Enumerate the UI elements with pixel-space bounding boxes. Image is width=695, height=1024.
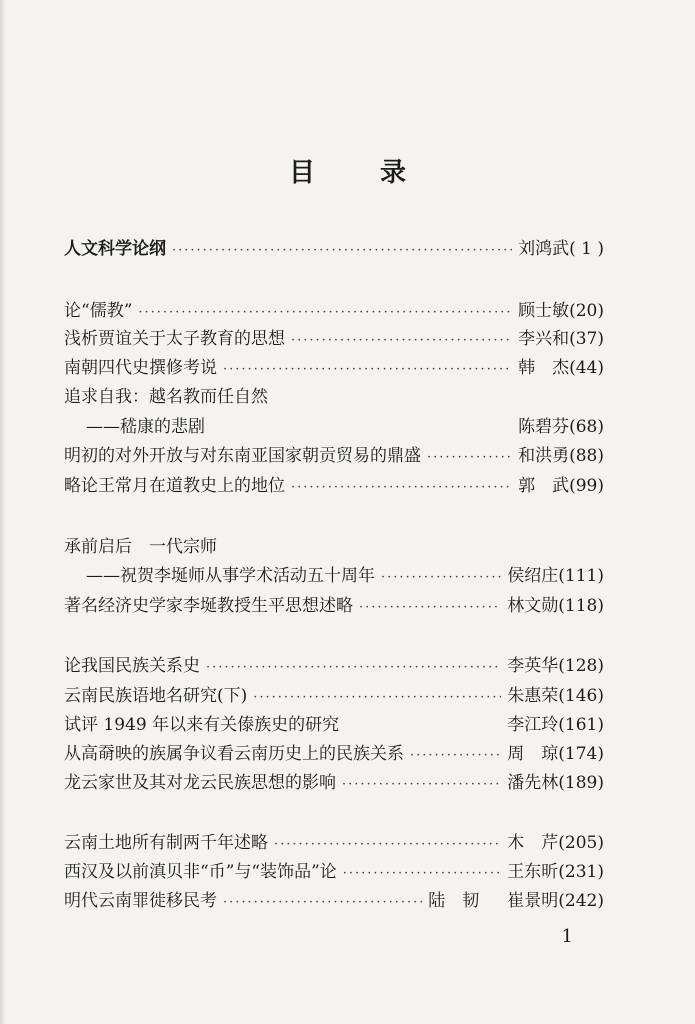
toc-entry xyxy=(64,683,604,709)
entry-page: (44) xyxy=(569,358,604,378)
entry-page: ( 1 ) xyxy=(569,239,604,259)
entry-page: (189) xyxy=(558,773,604,793)
entry-title: 云南民族语地名研究(下) xyxy=(64,686,248,706)
leader-dots xyxy=(291,328,512,354)
entry-author: 韩 杰 xyxy=(518,358,570,378)
entry-title: 论“儒教” xyxy=(64,301,133,321)
leader-dots xyxy=(223,890,422,916)
entry-page: (68) xyxy=(569,417,604,437)
entry-page: (205) xyxy=(558,833,604,853)
leader-dots xyxy=(343,861,502,887)
entry-author: 顾士敏 xyxy=(518,301,570,321)
entry-coauthor: 陆 韧 xyxy=(428,891,480,911)
toc-entry xyxy=(64,830,604,856)
toc-entry xyxy=(64,563,604,589)
entry-title: 明代云南罪徙移民考 xyxy=(64,891,217,911)
toc-entry xyxy=(64,712,604,738)
toc-entry xyxy=(64,414,604,440)
entry-page: (88) xyxy=(569,446,604,466)
toc-entry xyxy=(64,443,604,469)
toc-entry xyxy=(64,384,604,410)
entry-title: 云南土地所有制两千年述略 xyxy=(64,833,268,853)
toc-entry xyxy=(64,888,604,914)
page-number: 1 xyxy=(561,926,573,947)
entry-author: 李江玲 xyxy=(507,715,559,735)
entry-title: 龙云家世及其对龙云民族思想的影响 xyxy=(64,773,336,793)
leader-dots xyxy=(206,655,501,681)
toc-entry xyxy=(64,298,604,324)
entry-page: (111) xyxy=(558,566,604,586)
entry-author: 木 芹 xyxy=(507,833,559,853)
entry-author: 潘先林 xyxy=(507,773,559,793)
entry-author: 陈碧芬 xyxy=(518,417,570,437)
entry-title: 试评 1949 年以来有关傣族史的研究 xyxy=(64,715,340,735)
entry-title: 明初的对外开放与对东南亚国家朝贡贸易的鼎盛 xyxy=(64,446,421,466)
page-title: 目 录 xyxy=(288,158,435,188)
toc-entry xyxy=(64,355,604,381)
entry-page: (146) xyxy=(558,686,604,706)
entry-page: (20) xyxy=(569,301,604,321)
entry-title: 西汉及以前滇贝非“币”与“装饰品”论 xyxy=(64,862,337,882)
leader-dots xyxy=(359,595,501,621)
entry-author: 郭 武 xyxy=(518,476,570,496)
entry-author: 王东昕 xyxy=(507,862,559,882)
entry-author: 周 琼 xyxy=(507,744,559,764)
toc-entry xyxy=(64,859,604,885)
entry-author: 和洪勇 xyxy=(518,446,570,466)
entry-page: (231) xyxy=(558,862,604,882)
leader-dots xyxy=(381,565,501,591)
toc-entry xyxy=(64,326,604,352)
entry-page: (161) xyxy=(558,715,604,735)
entry-author: 李英华 xyxy=(507,656,559,676)
entry-author: 朱惠荣 xyxy=(507,686,559,706)
entry-title: 承前启后 一代宗师 xyxy=(64,537,217,557)
entry-author: 崔景明 xyxy=(507,891,559,911)
entry-page: (37) xyxy=(569,329,604,349)
toc-entry xyxy=(64,770,604,796)
entry-title: 追求自我：越名教而任自然 xyxy=(64,387,268,407)
leader-dots xyxy=(410,743,501,769)
leader-dots xyxy=(427,445,512,471)
leader-dots xyxy=(274,832,501,858)
toc-entry xyxy=(64,236,604,262)
entry-author: 侯绍庄 xyxy=(507,566,559,586)
entry-page: (118) xyxy=(558,596,604,616)
entry-author: 李兴和 xyxy=(518,329,570,349)
toc-entry xyxy=(64,593,604,619)
entry-title: 浅析贾谊关于太子教育的思想 xyxy=(64,329,285,349)
toc-entry xyxy=(64,473,604,499)
leader-dots xyxy=(291,475,512,501)
entry-subtitle: ——嵇康的悲剧 xyxy=(86,417,205,437)
entry-title: 从高奣映的族属争议看云南历史上的民族关系 xyxy=(64,744,404,764)
toc-entry xyxy=(64,534,604,560)
toc-entry xyxy=(64,741,604,767)
toc-entry xyxy=(64,653,604,679)
leader-dots xyxy=(223,357,512,383)
entry-title: 南朝四代史撰修考说 xyxy=(64,358,217,378)
entry-page: (174) xyxy=(558,744,604,764)
entry-title: 人文科学论纲 xyxy=(64,239,166,259)
entry-subtitle: ——祝贺李埏师从事学术活动五十周年 xyxy=(86,566,375,586)
leader-dots xyxy=(138,300,512,326)
entry-author: 刘鸿武 xyxy=(518,239,570,259)
entry-title: 略论王常月在道教史上的地位 xyxy=(64,476,285,496)
entry-page: (99) xyxy=(569,476,604,496)
entry-author: 林文勋 xyxy=(507,596,559,616)
leader-dots xyxy=(253,685,501,711)
entry-title: 著名经济史学家李埏教授生平思想述略 xyxy=(64,596,353,616)
leader-dots xyxy=(172,238,512,264)
entry-page: (242) xyxy=(558,891,604,911)
leader-dots xyxy=(342,772,501,798)
entry-page: (128) xyxy=(558,656,604,676)
entry-title: 论我国民族关系史 xyxy=(64,656,200,676)
